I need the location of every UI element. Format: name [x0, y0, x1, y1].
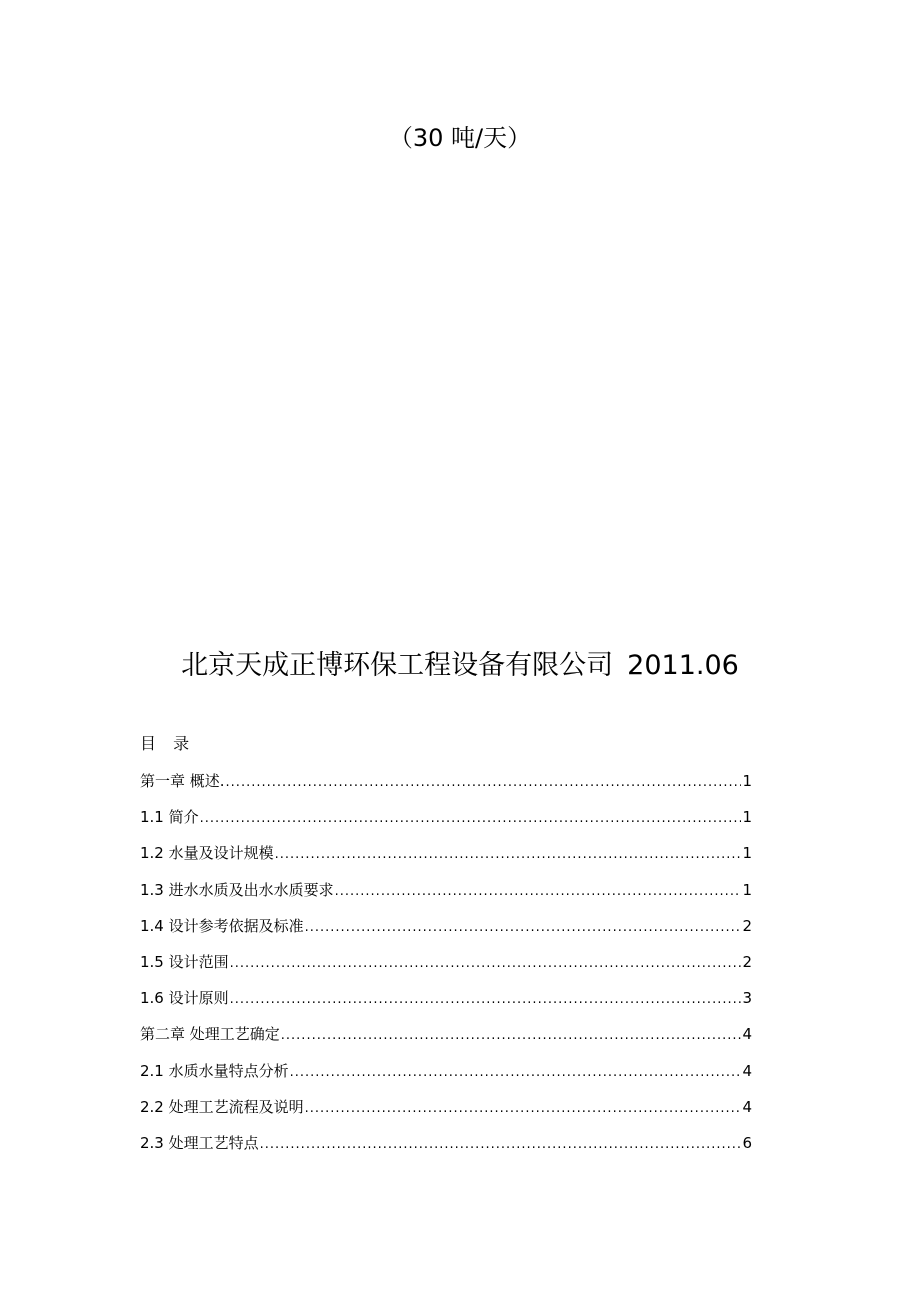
toc-entry-label: 第二章 处理工艺确定 — [140, 1025, 280, 1044]
toc-dot-leader — [260, 1132, 742, 1158]
capacity-subtitle: （30 吨/天） — [388, 124, 532, 152]
toc-entry-label: 1.2 水量及设计规模 — [140, 844, 274, 863]
toc-page-number: 1 — [742, 808, 752, 827]
toc-entry[interactable] — [140, 840, 752, 876]
toc-dot-leader — [230, 951, 742, 977]
toc-dot-leader — [305, 1096, 742, 1122]
toc-entry[interactable] — [140, 949, 752, 985]
company-title — [0, 644, 920, 688]
toc-entry[interactable] — [140, 804, 752, 840]
toc-entry[interactable] — [140, 1058, 752, 1094]
toc-entry[interactable] — [140, 1130, 752, 1166]
toc-entry-label: 1.5 设计范围 — [140, 952, 229, 971]
toc-entry[interactable] — [140, 1094, 752, 1130]
toc-page-number: 4 — [742, 1097, 752, 1116]
toc-dot-leader — [281, 1023, 742, 1049]
toc-dot-leader — [275, 842, 742, 868]
toc-heading: 目 录 — [140, 734, 196, 753]
toc-page-number: 1 — [742, 772, 752, 790]
toc-page-number: 1 — [742, 880, 752, 899]
toc-page-number: 2 — [742, 916, 752, 935]
company-name: 北京天成正博环保工程设备有限公司 — [181, 650, 614, 681]
table-of-contents — [140, 768, 752, 1166]
toc-page-number: 4 — [742, 1061, 752, 1080]
toc-entry-label: 2.1 水质水量特点分析 — [140, 1061, 289, 1080]
toc-entry-label: 1.4 设计参考依据及标准 — [140, 916, 304, 935]
toc-entry[interactable] — [140, 1021, 752, 1057]
toc-page-number: 6 — [742, 1133, 752, 1152]
toc-dot-leader — [230, 987, 742, 1013]
toc-entry[interactable] — [140, 877, 752, 913]
toc-entry-label: 2.3 处理工艺特点 — [140, 1133, 259, 1152]
toc-page-number: 1 — [742, 844, 752, 863]
toc-dot-leader — [290, 1060, 742, 1086]
toc-entry-label: 1.1 简介 — [140, 808, 199, 827]
document-date: 2011.06 — [627, 650, 739, 681]
toc-entry[interactable] — [140, 768, 752, 804]
toc-entry-label: 第一章 概述. — [140, 772, 225, 790]
toc-dot-leader — [305, 915, 742, 941]
toc-page-number: 4 — [742, 1025, 752, 1044]
toc-entry-label: 2.2 处理工艺流程及说明 — [140, 1097, 304, 1116]
toc-entry[interactable] — [140, 985, 752, 1021]
toc-dot-leader — [335, 879, 742, 905]
toc-entry-label: 1.3 进水水质及出水水质要求 — [140, 880, 334, 899]
toc-dot-leader — [226, 770, 742, 796]
toc-entry-label: 1.6 设计原则 — [140, 989, 229, 1008]
toc-page-number: 3 — [742, 989, 752, 1008]
toc-dot-leader — [200, 806, 742, 832]
toc-entry[interactable] — [140, 913, 752, 949]
toc-page-number: 2 — [742, 952, 752, 971]
